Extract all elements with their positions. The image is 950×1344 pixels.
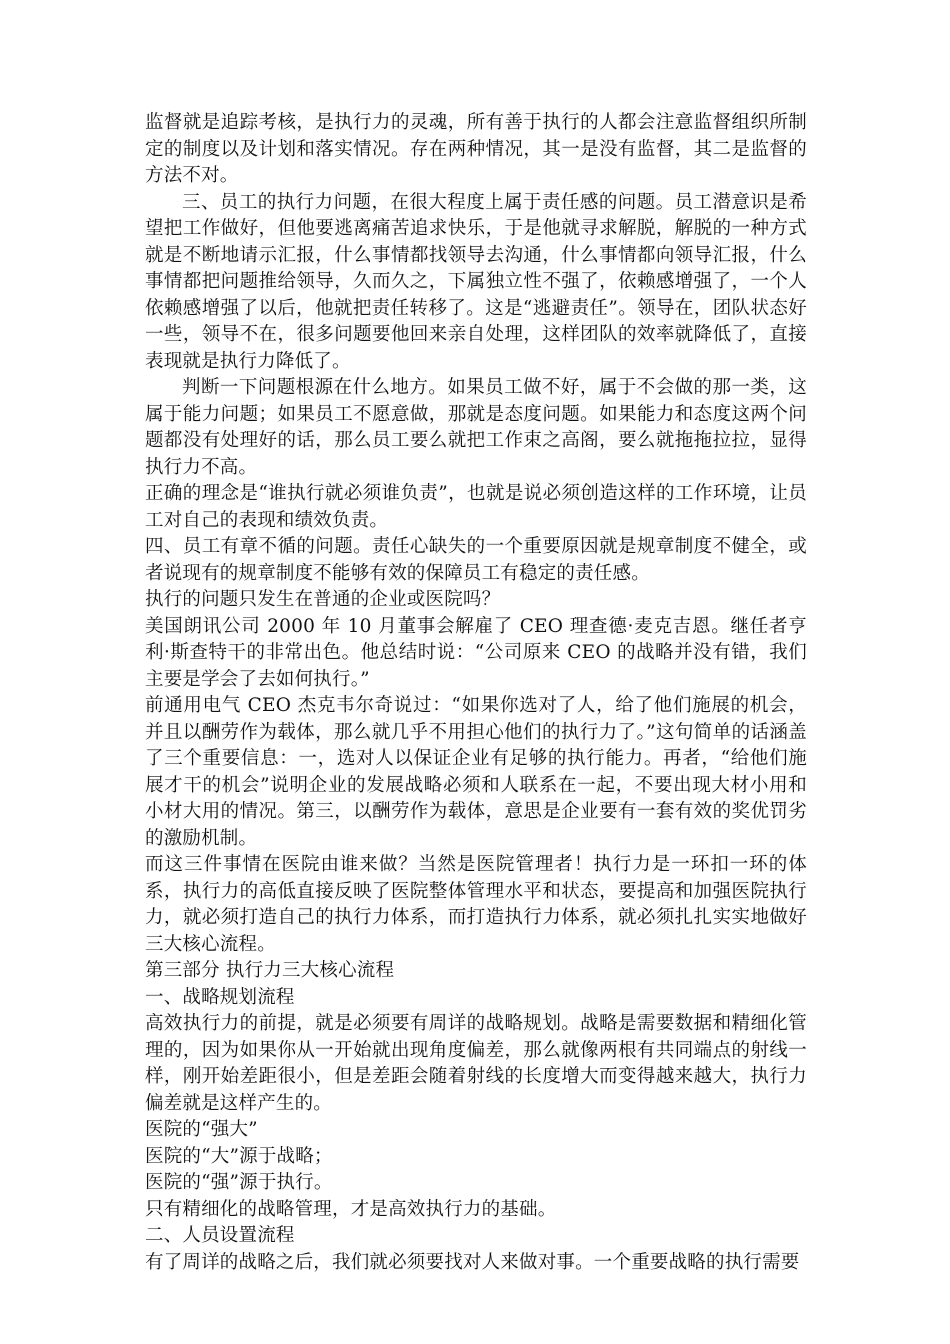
- line-big-from-strategy: 医院的“大”源于战略；: [145, 1145, 333, 1167]
- subheading-personnel: 二、人员设置流程: [145, 1225, 295, 1246]
- paragraph-hospital-manager: 而这三件事情在医院由谁来做？当然是医院管理者！执行力是一环扣一环的体系，执行力的高低直接反映了医院整体管理水平和状态，要提高和加强医院执行力，就必须打造自己的执行力体系，而打造执行力体系，就必须扎扎实实地做好三大核心流程。: [145, 854, 807, 955]
- paragraph-welch: 前通用电气 CEO 杰克韦尔奇说过：“如果你选对了人，给了他们施展的机会，并且以酬劳作为载体，那么就几乎不用担心他们的执行力了。”这句简单的话涵盖了三个重要信息：一，选对人以保证企业有足够的执行能力。再者，“给他们施展才干的机会”说明企业的发展战略必须和人联系在一起，不要出现大材小用和小材大用的情况。第三，以酬劳作为载体，意思是企业要有一套有效的奖优罚劣的激励机制。: [145, 695, 807, 849]
- paragraph-lucent: 美国朗讯公司 2000 年 10 月董事会解雇了 CEO 理查德·麦克吉恩。继任者亨利·斯查特干的非常出色。他总结时说：“公司原来 CEO 的战略并没有错，我们主要是学会了去如何执行。”: [145, 615, 807, 690]
- paragraph-rules: 四、员工有章不循的问题。责任心缺失的一个重要原因就是规章制度不健全，或者说现有的规章制度不能够有效的保障员工有稳定的责任感。: [145, 536, 807, 584]
- paragraph-question: 执行的问题只发生在普通的企业或医院吗？: [145, 589, 501, 610]
- line-hospital-strong-big: 医院的“强大”: [145, 1119, 258, 1140]
- paragraph-root-cause: 判断一下问题根源在什么地方。如果员工做不好，属于不会做的那一类，这属于能力问题；如果员工不愿意做，那就是态度问题。如果能力和态度这两个问题都没有处理好的话，那么员工要么就把工作束之高阁，要么就拖拖拉拉，显得执行力不高。: [145, 377, 807, 478]
- paragraph-correct-concept: 正确的理念是“谁执行就必须谁负责”，也就是说必须创造这样的工作环境，让员工对自己的表现和绩效负责。: [145, 483, 807, 531]
- paragraph-personnel: 有了周详的战略之后，我们就必须要找对人来做对事。一个重要战略的执行需要: [145, 1251, 800, 1273]
- paragraph-strategy: 高效执行力的前提，就是必须要有周详的战略规划。战略是需要数据和精细化管理的，因为如果你从一开始就出现角度偏差，那么就像两根有共同端点的射线一样，刚开始差距很小，但是差距会随着射线的长度增大而变得越来越大，执行力偏差就是这样产生的。: [145, 1013, 807, 1114]
- line-strong-from-execution: 医院的“强”源于执行。: [145, 1172, 333, 1193]
- paragraph-responsibility: 三、员工的执行力问题，在很大程度上属于责任感的问题。员工潜意识是希望把工作做好，但他要逃离痛苦追求快乐，于是他就寻求解脱，解脱的一种方式就是不断地请示汇报，什么事情都找领导去沟通，什么事情都向领导汇报，什么事情都把问题推给领导，久而久之，下属独立性不强了，依赖感增强了，一个人依赖感增强了以后，他就把责任转移了。这是“逃避责任”。领导在，团队状态好一些，领导不在，很多问题要他回来亲自处理，这样团队的效率就降低了，直接表现就是执行力降低了。: [145, 191, 807, 372]
- section-heading-part-three: 第三部分 执行力三大核心流程: [145, 960, 395, 981]
- document-page: [145, 110, 807, 1276]
- line-refined-strategy: 只有精细化的战略管理，才是高效执行力的基础。: [145, 1198, 557, 1220]
- subheading-strategy-planning: 一、战略规划流程: [145, 986, 295, 1008]
- paragraph-supervision: 监督就是追踪考核，是执行力的灵魂，所有善于执行的人都会注意监督组织所制定的制度以及计划和落实情况。存在两种情况，其一是没有监督，其二是监督的方法不对。: [145, 112, 807, 186]
